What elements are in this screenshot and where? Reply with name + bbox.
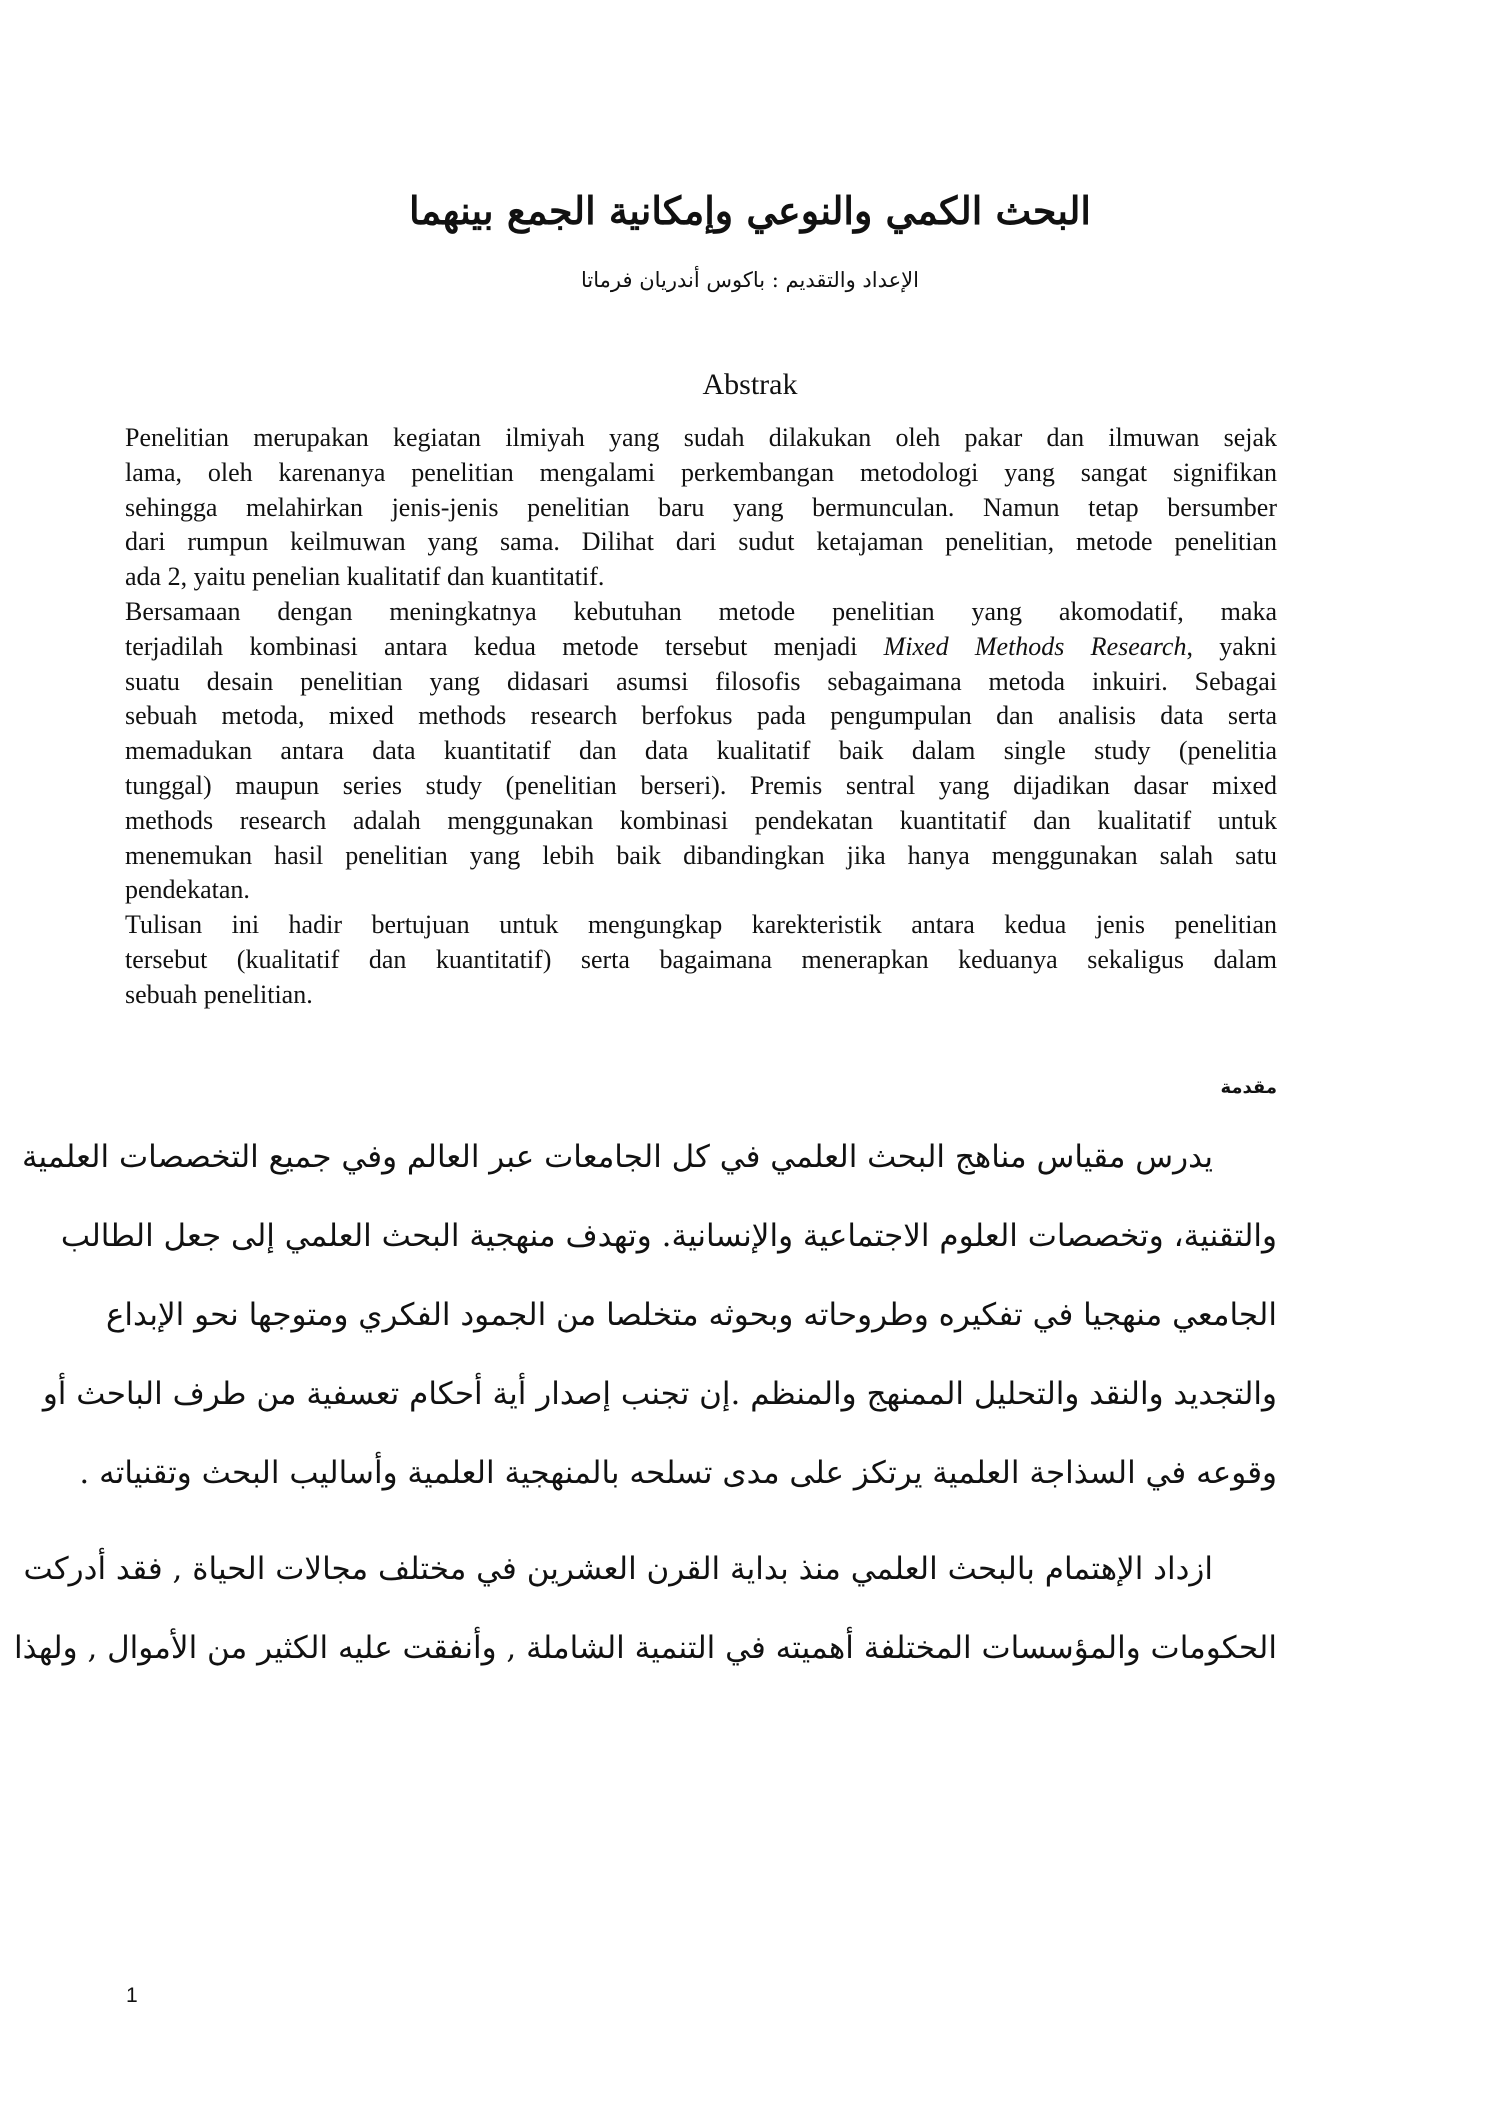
abstract-line: tersebut (kualitatif dan kuantitatif) serta bagaimana menerapkan keduanya sekaligus dalam (125, 944, 1277, 974)
arabic-line: وقوعه في السذاجة العلمية يرتكز على مدى تسلحه بالمنهجية العلمية وأساليب البحث وتقنياته . (79, 1455, 1277, 1491)
page-number: 1 (126, 1984, 138, 2007)
abstract-line: Tulisan ini hadir bertujuan untuk mengungkap karekteristik antara kedua jenis penelitian (125, 910, 1277, 940)
abstract-line: pendekatan. (125, 875, 250, 905)
abstract-line (125, 630, 1277, 665)
document-title: البحث الكمي والنوعي وإمكانية الجمع بينهما (409, 188, 1091, 233)
abstract-body (125, 421, 1277, 1013)
abstract-line: methods research adalah menggunakan kombinasi pendekatan kuantitatif dan kualitatif untuk (125, 805, 1277, 835)
author-line: الإعداد والتقديم : باكوس أندريان فرماتا (581, 268, 919, 292)
arabic-line: الحكومات والمؤسسات المختلفة أهميته في التنمية الشاملة , وأنفقت عليه الكثير من الأموال , ولهذا (14, 1630, 1277, 1666)
abstract-italic-term: Mixed Methods Research (883, 631, 1187, 661)
abstract-line: dari rumpun keilmuwan yang sama. Dilihat dari sudut ketajaman penelitian, metode penelitian (125, 527, 1277, 557)
abstract-line: Bersamaan dengan meningkatnya kebutuhan metode penelitian yang akomodatif, maka (125, 596, 1277, 626)
intro-paragraph-1 (21, 1118, 1277, 1513)
abstract-heading: Abstrak (702, 368, 798, 401)
abstract-line: lama, oleh karenanya penelitian mengalami perkembangan metodologi yang sangat signifikan (125, 457, 1277, 487)
abstract-line: ada 2, yaitu penelian kualitatif dan kuantitatif. (125, 562, 605, 592)
arabic-line: والتجديد والنقد والتحليل الممنهج والمنظم .إن تجنب إصدار أية أحكام تعسفية من طرف الباحث أو (42, 1376, 1277, 1412)
abstract-line: sebuah penelitian. (125, 979, 313, 1009)
intro-heading: مقدمة (1220, 1077, 1277, 1098)
arabic-line: والتقنية، وتخصصات العلوم الاجتماعية والإنسانية. وتهدف منهجية البحث العلمي إلى جعل الطالب (60, 1218, 1277, 1254)
intro-paragraph-2 (14, 1530, 1277, 1688)
abstract-line: menemukan hasil penelitian yang lebih baik dibandingkan jika hanya menggunakan salah satu (125, 840, 1277, 870)
arabic-line: الجامعي منهجيا في تفكيره وطروحاته وبحوثه متخلصا من الجمود الفكري ومتوجها نحو الإبداع (105, 1297, 1277, 1333)
abstract-line: sebuah metoda, mixed methods research berfokus pada pengumpulan dan analisis data serta (125, 701, 1277, 731)
arabic-line: ازداد الإهتمام بالبحث العلمي منذ بداية القرن العشرين في مختلف مجالات الحياة , فقد أدركت (23, 1551, 1213, 1587)
abstract-line: Penelitian merupakan kegiatan ilmiyah yang sudah dilakukan oleh pakar dan ilmuwan sejak (125, 423, 1277, 452)
arabic-line: يدرس مقياس مناهج البحث العلمي في كل الجامعات عبر العالم وفي جميع التخصصات العلمية (21, 1139, 1213, 1175)
abstract-text: , yakni (1186, 631, 1278, 661)
abstract-line: memadukan antara data kuantitatif dan data kualitatif baik dalam single study (penelitia (125, 736, 1277, 766)
abstract-line: suatu desain penelitian yang didasari asumsi filosofis sebagaimana metoda inkuiri. Sebagai (125, 666, 1277, 696)
abstract-text: terjadilah kombinasi antara kedua metode tersebut menjadi (125, 631, 858, 661)
abstract-line: sehingga melahirkan jenis-jenis penelitian baru yang bermunculan. Namun tetap bersumber (125, 492, 1277, 522)
abstract-line: tunggal) maupun series study (penelitian berseri). Premis sentral yang dijadikan dasar mixed (125, 770, 1277, 800)
